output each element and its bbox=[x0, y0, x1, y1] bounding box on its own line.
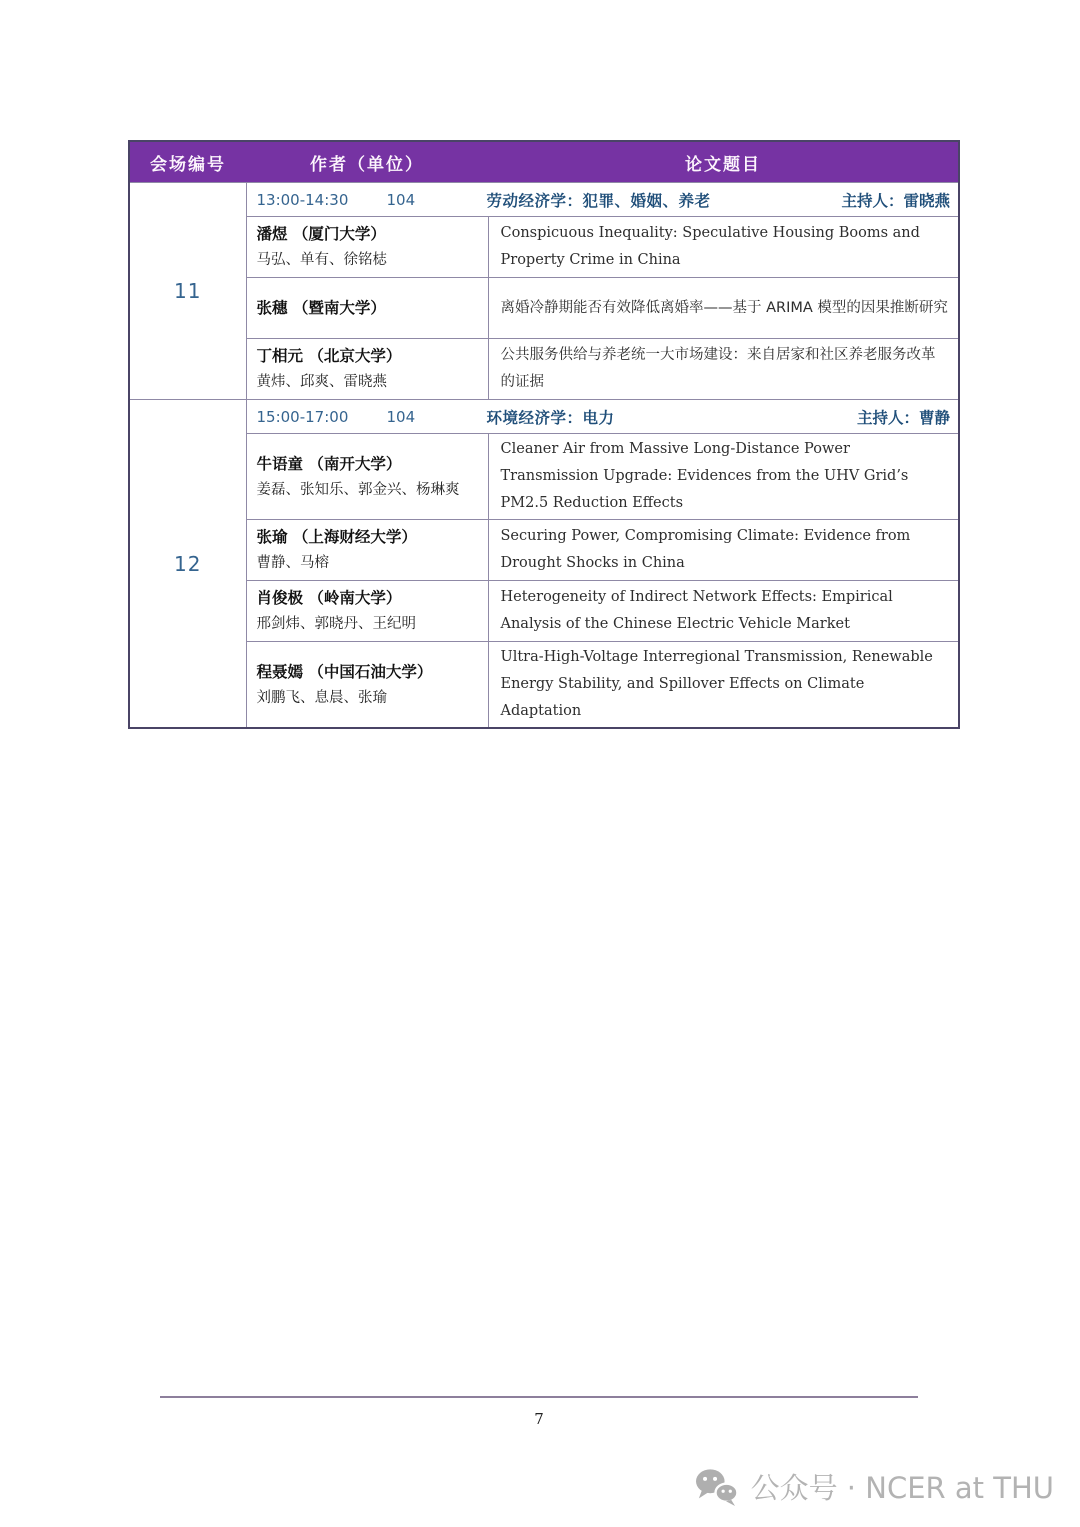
paper-presenter: 张穗 （暨南大学） bbox=[256, 299, 386, 317]
session-time: 15:00-17:00 bbox=[256, 407, 349, 426]
session-room: 104 bbox=[386, 190, 416, 209]
session-12-header-row bbox=[129, 400, 959, 434]
column-header-paper-title: 论文题目 bbox=[488, 141, 959, 183]
session-number-11: 11 bbox=[129, 183, 246, 400]
paper-authors-cell bbox=[246, 278, 488, 339]
session-chair: 主持人：雷晓燕 bbox=[841, 191, 950, 210]
column-header-authors: 作者（单位） bbox=[246, 141, 488, 183]
paper-row bbox=[129, 520, 959, 581]
paper-authors-cell bbox=[246, 520, 488, 581]
paper-coauthors: 刘鹏飞、息晨、张瑜 bbox=[256, 689, 387, 706]
paper-coauthors: 黄炜、邱爽、雷晓燕 bbox=[256, 374, 387, 390]
paper-title-cell: 公共服务供给与养老统一大市场建设：来自居家和社区养老服务改革的证据 bbox=[488, 339, 959, 400]
session-room: 104 bbox=[386, 407, 416, 426]
paper-authors-cell bbox=[246, 217, 488, 278]
conference-program-table bbox=[128, 140, 960, 729]
paper-coauthors: 姜磊、张知乐、郭金兴、杨琳爽 bbox=[256, 481, 460, 498]
paper-authors-cell bbox=[246, 339, 488, 400]
paper-authors-cell bbox=[246, 642, 488, 729]
paper-authors-cell bbox=[246, 434, 488, 520]
paper-title-cell: Conspicuous Inequality: Speculative Housing Booms and Property Crime in China bbox=[488, 217, 959, 278]
paper-coauthors: 马弘、单有、徐铭梽 bbox=[256, 252, 387, 268]
paper-title-cell: Ultra-High-Voltage Interregional Transmission, Renewable Energy Stability, and Spillover Effects on Climate Adaptation bbox=[488, 642, 959, 729]
paper-title-cell: Securing Power, Compromising Climate: Evidence from Drought Shocks in China bbox=[488, 520, 959, 581]
session-chair: 主持人：曹静 bbox=[856, 408, 950, 427]
table-body bbox=[129, 183, 959, 729]
page-number: 7 bbox=[534, 1410, 544, 1428]
footer-divider bbox=[160, 1396, 918, 1398]
paper-coauthors: 曹静、马榕 bbox=[256, 555, 329, 571]
session-11-info-inner bbox=[257, 189, 951, 211]
paper-presenter: 程聂嫣 （中国石油大学） bbox=[256, 662, 433, 681]
session-topic: 劳动经济学：犯罪、婚姻、养老 bbox=[486, 191, 711, 210]
paper-presenter: 张瑜 （上海财经大学） bbox=[256, 528, 417, 546]
session-11-info bbox=[246, 183, 959, 217]
paper-title-cell: Cleaner Air from Massive Long-Distance Power Transmission Upgrade: Evidences from the UHV Grid’s PM2.5 Reduction Effects bbox=[488, 434, 959, 520]
session-number-12: 12 bbox=[129, 400, 246, 729]
table-header-row bbox=[129, 141, 959, 183]
session-12-info bbox=[246, 400, 959, 434]
paper-row bbox=[129, 217, 959, 278]
paper-presenter: 肖俊极 （岭南大学） bbox=[256, 589, 402, 607]
wechat-watermark bbox=[693, 1466, 1054, 1507]
paper-presenter: 丁相元 （北京大学） bbox=[256, 347, 402, 365]
session-12-info-inner bbox=[257, 406, 951, 428]
paper-authors-cell bbox=[246, 581, 488, 642]
session-topic: 环境经济学：电力 bbox=[486, 408, 615, 427]
watermark-text: 公众号 · NCER at THU bbox=[750, 1471, 1054, 1505]
session-time: 13:00-14:30 bbox=[256, 190, 349, 209]
paper-row bbox=[129, 642, 959, 729]
session-11-header-row bbox=[129, 183, 959, 217]
wechat-icon bbox=[693, 1467, 739, 1507]
paper-row bbox=[129, 581, 959, 642]
paper-coauthors: 邢剑炜、郭晓丹、王纪明 bbox=[256, 616, 416, 632]
paper-presenter: 牛语童 （南开大学） bbox=[256, 454, 402, 473]
paper-title-cell: 离婚冷静期能否有效降低离婚率——基于 ARIMA 模型的因果推断研究 bbox=[488, 278, 959, 339]
paper-title-cell: Heterogeneity of Indirect Network Effects: Empirical Analysis of the Chinese Electric Vehicle Market bbox=[488, 581, 959, 642]
paper-row bbox=[129, 434, 959, 520]
paper-presenter: 潘煜 （厦门大学） bbox=[256, 225, 386, 243]
column-header-session-number: 会场编号 bbox=[129, 141, 246, 183]
paper-row bbox=[129, 339, 959, 400]
paper-row bbox=[129, 278, 959, 339]
